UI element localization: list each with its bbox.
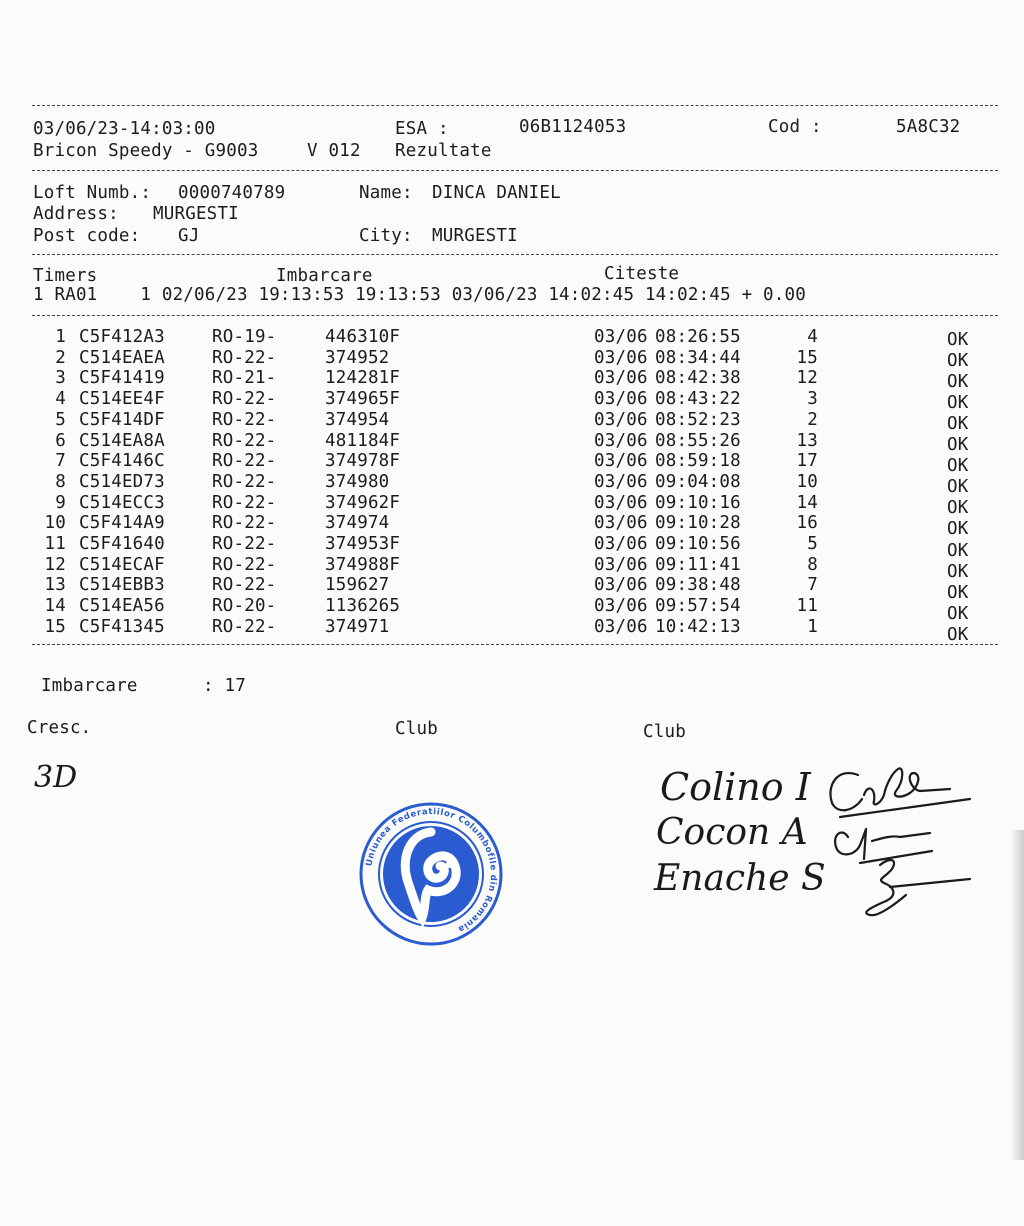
cell-prefix: RO-22- <box>212 430 277 451</box>
cell-time: 09:38:48 <box>655 575 741 596</box>
cell-chip: C514ECC3 <box>79 492 165 513</box>
cell-prefix: RO-22- <box>212 616 277 637</box>
handwritten-cresc-note: 3D <box>34 760 78 795</box>
cell-ring: 374971 <box>325 616 390 637</box>
cell-prefix: RO-19- <box>212 327 277 347</box>
cell-n: 4 <box>807 327 818 347</box>
header-datetime: 03/06/23-14:03:00 <box>33 119 216 139</box>
cell-time: 08:52:23 <box>655 409 741 430</box>
cell-ring: 374978F <box>325 451 401 472</box>
cell-pos: 12 <box>44 554 66 575</box>
name-label: Name: <box>359 183 413 203</box>
cell-pos: 3 <box>55 368 66 389</box>
cell-chip: C514EAEA <box>79 347 165 368</box>
cell-pos: 1 <box>55 327 66 347</box>
cell-ring: 374974 <box>325 513 390 534</box>
club-label-2: Club <box>643 722 686 742</box>
cell-ring: 481184F <box>325 430 401 451</box>
cell-prefix: RO-22- <box>212 554 277 575</box>
cell-n: 1 <box>807 616 818 637</box>
separator <box>32 315 998 316</box>
cell-status: OK <box>947 351 969 372</box>
owner-name: DINCA DANIEL <box>432 183 561 203</box>
timers-label: Timers <box>33 266 98 286</box>
cell-date: 03/06 <box>594 554 648 575</box>
cell-pos: 10 <box>44 513 66 534</box>
cell-chip: C514ED73 <box>79 471 165 492</box>
cell-status: OK <box>947 330 969 350</box>
cell-status: OK <box>947 477 969 498</box>
cell-n: 15 <box>796 347 818 368</box>
cell-n: 7 <box>807 575 818 596</box>
cell-time: 08:43:22 <box>655 389 741 410</box>
cell-time: 09:04:08 <box>655 471 741 492</box>
cell-status: OK <box>947 435 969 456</box>
cell-date: 03/06 <box>594 327 648 347</box>
cell-prefix: RO-22- <box>212 409 277 430</box>
stamp-ring-text: Uniunea Federatiilor Columbofile din Romania <box>364 806 499 935</box>
cell-date: 03/06 <box>594 409 648 430</box>
cell-prefix: RO-22- <box>212 347 277 368</box>
cell-prefix: RO-22- <box>212 534 277 554</box>
cresc-label: Cresc. <box>27 718 92 738</box>
city-value: MURGESTI <box>432 226 518 246</box>
handwritten-name-3: Enache S <box>654 858 826 899</box>
cell-pos: 15 <box>44 616 66 637</box>
cell-ring: 374953F <box>325 534 401 554</box>
cell-date: 03/06 <box>594 534 648 554</box>
cell-prefix: RO-22- <box>212 471 277 492</box>
cell-status: OK <box>947 561 969 582</box>
loft-label: Loft Numb.: <box>33 183 152 203</box>
cell-n: 13 <box>796 430 818 451</box>
cell-n: 12 <box>796 368 818 389</box>
cell-chip: C5F4146C <box>79 451 165 472</box>
scan-edge-shadow <box>1010 830 1024 1160</box>
cell-chip: C514EA8A <box>79 430 165 451</box>
header-report-title: Rezultate <box>395 141 492 161</box>
timer-line: 1 RA01 1 02/06/23 19:13:53 19:13:53 03/06/23 14:02:45 14:02:45 + 0.00 <box>33 285 806 305</box>
cell-pos: 6 <box>55 430 66 451</box>
cell-n: 17 <box>796 451 818 472</box>
cell-ring: 124281F <box>325 368 401 389</box>
cell-status: OK <box>947 540 969 561</box>
handwritten-name-1: Colino I <box>660 765 811 809</box>
cell-ring: 374952 <box>325 347 390 368</box>
cell-n: 3 <box>807 389 818 410</box>
header-cod-label: Cod : <box>768 117 822 137</box>
cell-prefix: RO-20- <box>212 596 277 617</box>
cell-date: 03/06 <box>594 575 648 596</box>
cell-chip: C5F414A9 <box>79 513 165 534</box>
cell-prefix: RO-22- <box>212 575 277 596</box>
cell-date: 03/06 <box>594 616 648 637</box>
cell-chip: C5F41419 <box>79 368 165 389</box>
cell-status: OK <box>947 414 969 435</box>
cell-n: 2 <box>807 409 818 430</box>
cell-pos: 5 <box>55 409 66 430</box>
cell-chip: C5F412A3 <box>79 327 165 347</box>
imbarcare-label: Imbarcare <box>276 266 373 286</box>
cell-pos: 4 <box>55 389 66 410</box>
header-device: Bricon Speedy - G9003 <box>33 141 259 161</box>
cell-date: 03/06 <box>594 430 648 451</box>
cell-ring: 374965F <box>325 389 401 410</box>
header-esa-label: ESA : <box>395 119 449 139</box>
footer-imbarcare-label: Imbarcare <box>41 676 138 696</box>
cell-n: 16 <box>796 513 818 534</box>
cell-pos: 13 <box>44 575 66 596</box>
postcode-label: Post code: <box>33 226 141 246</box>
cell-time: 09:57:54 <box>655 596 741 617</box>
city-label: City: <box>359 226 413 246</box>
cell-n: 10 <box>796 471 818 492</box>
cell-ring: 374988F <box>325 554 401 575</box>
postcode-value: GJ <box>178 226 200 246</box>
cell-status: OK <box>947 624 969 645</box>
cell-status: OK <box>947 372 969 393</box>
separator <box>32 254 998 255</box>
cell-ring: 374962F <box>325 492 401 513</box>
cell-n: 8 <box>807 554 818 575</box>
cell-ring: 374954 <box>325 409 390 430</box>
cell-chip: C5F41640 <box>79 534 165 554</box>
federation-stamp <box>358 800 504 948</box>
cell-n: 11 <box>796 596 818 617</box>
cell-status: OK <box>947 603 969 624</box>
cell-status: OK <box>947 498 969 519</box>
header-esa-value: 06B1124053 <box>519 117 627 137</box>
cell-status: OK <box>947 582 969 603</box>
cell-pos: 11 <box>44 534 66 554</box>
cell-time: 09:10:56 <box>655 534 741 554</box>
cell-prefix: RO-22- <box>212 389 277 410</box>
cell-time: 08:34:44 <box>655 347 741 368</box>
cell-prefix: RO-21- <box>212 368 277 389</box>
handwritten-signatures <box>820 755 980 925</box>
cell-chip: C514ECAF <box>79 554 165 575</box>
handwritten-name-2: Cocon A <box>656 812 808 853</box>
cell-prefix: RO-22- <box>212 492 277 513</box>
cell-pos: 9 <box>55 492 66 513</box>
cell-date: 03/06 <box>594 389 648 410</box>
cell-pos: 2 <box>55 347 66 368</box>
cell-date: 03/06 <box>594 596 648 617</box>
cell-date: 03/06 <box>594 347 648 368</box>
cell-chip: C514EA56 <box>79 596 165 617</box>
cell-status: OK <box>947 393 969 414</box>
cell-pos: 14 <box>44 596 66 617</box>
header-version: V 012 <box>307 141 361 161</box>
cell-date: 03/06 <box>594 451 648 472</box>
cell-time: 09:10:16 <box>655 492 741 513</box>
cell-date: 03/06 <box>594 368 648 389</box>
separator <box>32 170 998 171</box>
footer-imbarcare-value: : 17 <box>203 676 246 696</box>
cell-chip: C514EBB3 <box>79 575 165 596</box>
cell-prefix: RO-22- <box>212 513 277 534</box>
cell-pos: 8 <box>55 471 66 492</box>
cell-chip: C514EE4F <box>79 389 165 410</box>
cell-status: OK <box>947 519 969 540</box>
cell-ring: 446310F <box>325 327 401 347</box>
cell-time: 08:42:38 <box>655 368 741 389</box>
cell-prefix: RO-22- <box>212 451 277 472</box>
cell-time: 08:59:18 <box>655 451 741 472</box>
cell-pos: 7 <box>55 451 66 472</box>
cell-time: 09:11:41 <box>655 554 741 575</box>
cell-n: 5 <box>807 534 818 554</box>
cell-time: 10:42:13 <box>655 616 741 637</box>
cell-date: 03/06 <box>594 513 648 534</box>
separator <box>32 644 998 645</box>
cell-time: 09:10:28 <box>655 513 741 534</box>
cell-status: OK <box>947 456 969 477</box>
cell-ring: 1136265 <box>325 596 401 617</box>
header-cod-value: 5A8C32 <box>896 117 961 137</box>
cell-time: 08:55:26 <box>655 430 741 451</box>
loft-number: 0000740789 <box>178 183 286 203</box>
cell-chip: C5F41345 <box>79 616 165 637</box>
separator <box>32 105 998 106</box>
cell-date: 03/06 <box>594 492 648 513</box>
cell-date: 03/06 <box>594 471 648 492</box>
cell-ring: 374980 <box>325 471 390 492</box>
address-label: Address: <box>33 204 119 224</box>
cell-n: 14 <box>796 492 818 513</box>
cell-chip: C5F414DF <box>79 409 165 430</box>
club-label-1: Club <box>395 719 438 739</box>
citeste-label: Citeste <box>604 264 680 284</box>
cell-time: 08:26:55 <box>655 327 741 347</box>
address-value: MURGESTI <box>153 204 239 224</box>
cell-ring: 159627 <box>325 575 390 596</box>
